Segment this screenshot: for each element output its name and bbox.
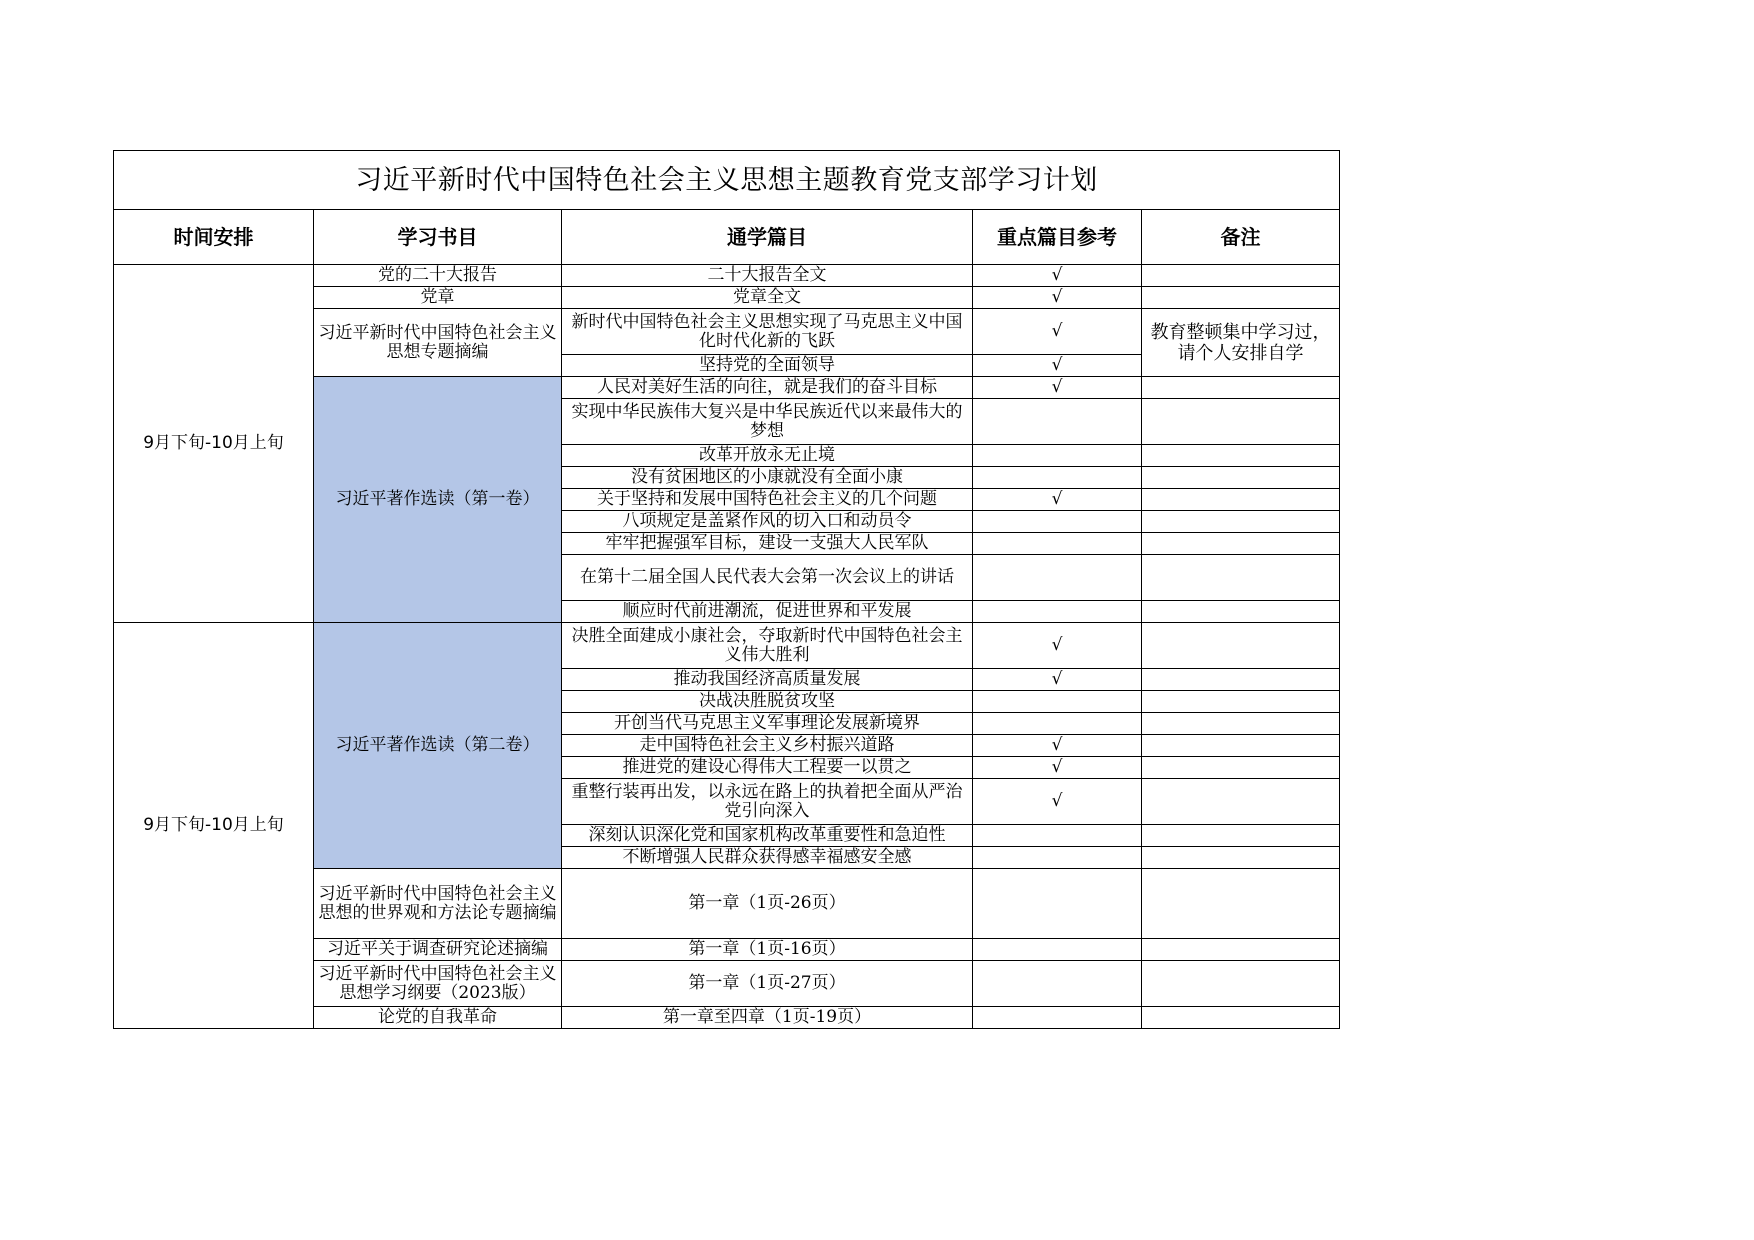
remark-cell [1142,287,1340,309]
key-cell [973,847,1142,869]
chapter-cell: 顺应时代前进潮流，促进世界和平发展 [562,601,973,623]
remark-cell [1142,869,1340,939]
key-mark: √ [973,779,1142,825]
book-cell: 习近平新时代中国特色社会主义思想的世界观和方法论专题摘编 [314,869,562,939]
header-key: 重点篇目参考 [973,210,1142,265]
remark-cell [1142,601,1340,623]
chapter-cell: 新时代中国特色社会主义思想实现了马克思主义中国化时代化新的飞跃 [562,309,973,355]
time-cell: 9月下旬-10月上旬 [114,623,314,1029]
remark-cell [1142,939,1340,961]
header-chapter: 通学篇目 [562,210,973,265]
key-cell [973,511,1142,533]
key-cell [973,555,1142,601]
chapter-cell: 没有贫困地区的小康就没有全面小康 [562,467,973,489]
chapter-cell: 坚持党的全面领导 [562,355,973,377]
chapter-cell: 第一章（1页-26页） [562,869,973,939]
key-mark: √ [973,265,1142,287]
book-cell: 习近平关于调查研究论述摘编 [314,939,562,961]
chapter-cell: 走中国特色社会主义乡村振兴道路 [562,735,973,757]
remark-cell [1142,735,1340,757]
remark-cell [1142,377,1340,399]
chapter-cell: 开创当代马克思主义军事理论发展新境界 [562,713,973,735]
remark-cell [1142,623,1340,669]
key-cell [973,601,1142,623]
key-cell [973,399,1142,445]
chapter-cell: 第一章至四章（1页-19页） [562,1007,973,1029]
key-cell [973,1007,1142,1029]
key-mark: √ [973,489,1142,511]
book-cell: 习近平著作选读（第二卷） [314,623,562,869]
book-cell: 党的二十大报告 [314,265,562,287]
remark-cell [1142,713,1340,735]
key-cell [973,713,1142,735]
key-mark: √ [973,757,1142,779]
book-cell: 党章 [314,287,562,309]
study-plan-table [113,150,1340,1029]
chapter-cell: 牢牢把握强军目标，建设一支强大人民军队 [562,533,973,555]
chapter-cell: 八项规定是盖紧作风的切入口和动员令 [562,511,973,533]
key-cell [973,691,1142,713]
remark-cell [1142,669,1340,691]
remark-cell [1142,445,1340,467]
key-cell [973,445,1142,467]
chapter-cell: 推动我国经济高质量发展 [562,669,973,691]
remark-cell [1142,489,1340,511]
chapter-cell: 不断增强人民群众获得感幸福感安全感 [562,847,973,869]
chapter-cell: 二十大报告全文 [562,265,973,287]
key-mark: √ [973,287,1142,309]
chapter-cell: 决胜全面建成小康社会，夺取新时代中国特色社会主义伟大胜利 [562,623,973,669]
remark-cell [1142,961,1340,1007]
remark-cell [1142,467,1340,489]
key-mark: √ [973,355,1142,377]
chapter-cell: 人民对美好生活的向往，就是我们的奋斗目标 [562,377,973,399]
remark-cell [1142,399,1340,445]
key-mark: √ [973,735,1142,757]
remark-cell [1142,511,1340,533]
chapter-cell: 党章全文 [562,287,973,309]
book-cell: 习近平新时代中国特色社会主义思想专题摘编 [314,309,562,377]
key-cell [973,467,1142,489]
remark-cell [1142,825,1340,847]
book-cell: 习近平新时代中国特色社会主义思想学习纲要（2023版） [314,961,562,1007]
key-mark: √ [973,623,1142,669]
chapter-cell: 在第十二届全国人民代表大会第一次会议上的讲话 [562,555,973,601]
chapter-cell: 第一章（1页-16页） [562,939,973,961]
key-mark: √ [973,669,1142,691]
chapter-cell: 第一章（1页-27页） [562,961,973,1007]
table-title: 习近平新时代中国特色社会主义思想主题教育党支部学习计划 [114,151,1340,210]
remark-cell [1142,779,1340,825]
remark-cell [1142,757,1340,779]
remark-cell [1142,555,1340,601]
key-mark: √ [973,309,1142,355]
chapter-cell: 推进党的建设心得伟大工程要一以贯之 [562,757,973,779]
chapter-cell: 重整行装再出发，以永远在路上的执着把全面从严治党引向深入 [562,779,973,825]
chapter-cell: 改革开放永无止境 [562,445,973,467]
book-cell: 习近平著作选读（第一卷） [314,377,562,623]
remark-cell [1142,691,1340,713]
header-time: 时间安排 [114,210,314,265]
remark-cell: 教育整顿集中学习过，请个人安排自学 [1142,309,1340,377]
chapter-cell: 实现中华民族伟大复兴是中华民族近代以来最伟大的梦想 [562,399,973,445]
book-cell: 论党的自我革命 [314,1007,562,1029]
chapter-cell: 深刻认识深化党和国家机构改革重要性和急迫性 [562,825,973,847]
chapter-cell: 决战决胜脱贫攻坚 [562,691,973,713]
key-cell [973,939,1142,961]
key-mark: √ [973,377,1142,399]
table-row [114,623,1340,669]
key-cell [973,533,1142,555]
remark-cell [1142,265,1340,287]
header-book: 学习书目 [314,210,562,265]
time-cell: 9月下旬-10月上旬 [114,265,314,623]
remark-cell [1142,533,1340,555]
table-row [114,265,1340,287]
chapter-cell: 关于坚持和发展中国特色社会主义的几个问题 [562,489,973,511]
header-remark: 备注 [1142,210,1340,265]
remark-cell [1142,1007,1340,1029]
key-cell [973,825,1142,847]
remark-cell [1142,847,1340,869]
key-cell [973,869,1142,939]
key-cell [973,961,1142,1007]
